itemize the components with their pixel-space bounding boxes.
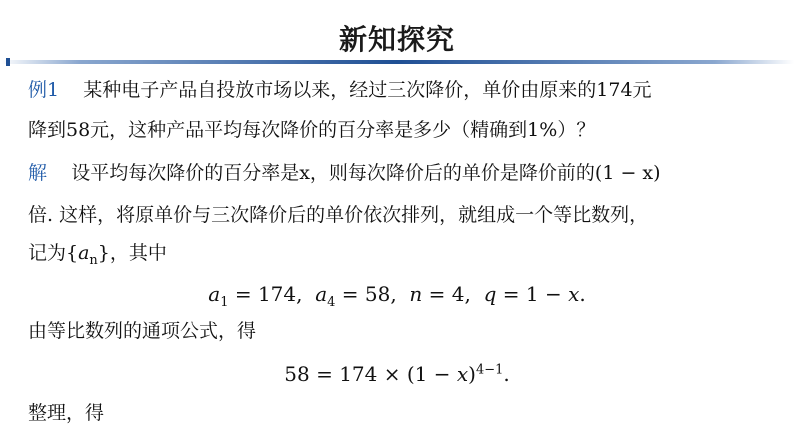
eq2-exponent: 4−1 (475, 362, 504, 378)
eq2-x: x (456, 362, 469, 386)
solution-line-3 (28, 240, 167, 274)
eq1-a4: a (315, 282, 328, 306)
eq1-part1: = 174, (228, 282, 316, 306)
solution-line-1 (28, 160, 661, 186)
eq2-end: . (503, 362, 510, 386)
sequence-var: a (78, 242, 90, 264)
eq1-part3: = 4, (422, 282, 484, 306)
solution-text-1: 设平均每次降价的百分率是x，则每次降价后的单价是降价前的(1 − x) (71, 162, 661, 184)
eq2-left: 58 = 174 × (1 − (284, 362, 457, 386)
eq1-n: n (409, 282, 423, 306)
title-underline (0, 60, 794, 64)
example-text-1: 某种电子产品自投放市场以来，经过三次降价，单价由原来的174元 (83, 79, 652, 101)
sequence-sub: n (89, 252, 98, 268)
equation-2 (0, 362, 794, 386)
eq1-part5: . (579, 282, 586, 306)
eq2-right: ) (468, 362, 476, 386)
example-label: 例1 (28, 79, 60, 101)
eq1-sub1: 1 (220, 295, 229, 310)
example-line-2 (28, 117, 595, 143)
solution-text-2: 倍. 这样，将原单价与三次降价后的单价依次排列，就组成一个等比数列， (28, 204, 649, 226)
page-title: 新知探究 (338, 23, 455, 56)
sequence-prefix: 记为{ (28, 242, 79, 264)
eq1-q: q (483, 282, 497, 306)
solution-text-4: 由等比数列的通项公式，得 (28, 320, 257, 342)
solution-text-5: 整理，得 (28, 402, 105, 424)
eq1-a1: a (208, 282, 221, 306)
example-line-1 (28, 77, 652, 103)
left-accent (6, 58, 10, 66)
eq1-sub4: 4 (327, 295, 336, 310)
solution-line-5 (28, 400, 104, 426)
eq1-x: x (568, 282, 580, 306)
solution-label: 解 (28, 162, 48, 184)
example-text-2: 降到58元，这种产品平均每次降价的百分率是多少（精确到1%）？ (28, 119, 596, 141)
sequence-suffix: }，其中 (97, 242, 167, 264)
equation-1 (0, 282, 794, 310)
eq1-part4: = 1 − (496, 282, 569, 306)
solution-line-4 (28, 318, 256, 344)
solution-line-2 (28, 202, 648, 228)
eq1-part2: = 58, (335, 282, 410, 306)
